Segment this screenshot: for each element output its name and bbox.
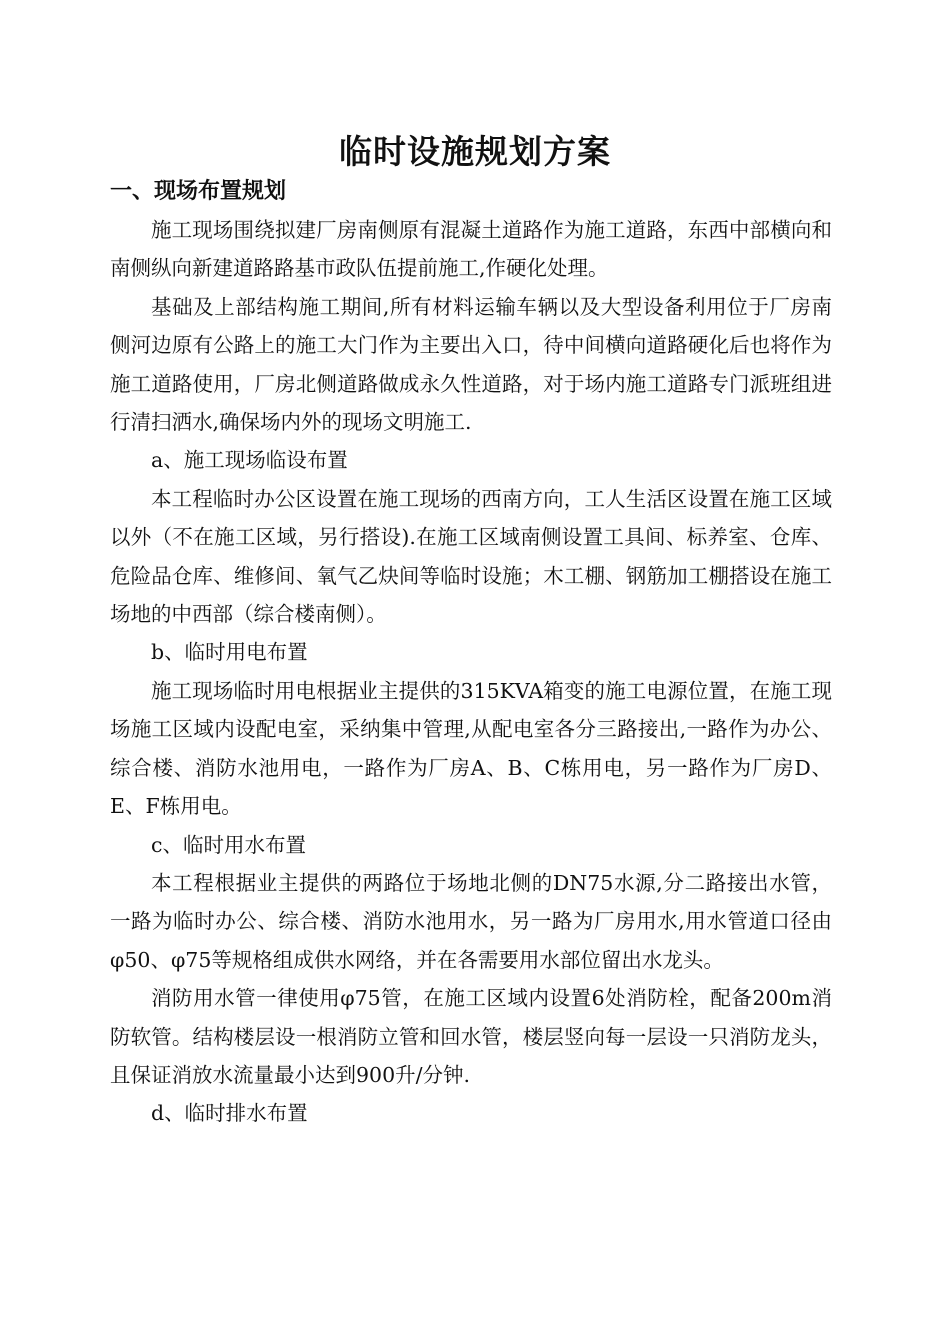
- document-body: [110, 211, 832, 1133]
- subheading-temporary-drainage: d、临时排水布置: [151, 1101, 308, 1126]
- document-title: 临时设施规划方案: [339, 132, 611, 171]
- paragraph-fire-water: 消防用水管一律使用φ75管，在施工区域内设置6处消防栓，配备200m消防软管。结构楼层设一根消防立管和回水管，楼层竖向每一层设一只消防龙头，且保证消放水流量最小达到900升/分钟.: [110, 986, 832, 1087]
- subheading-temporary-power: b、临时用电布置: [151, 640, 308, 665]
- subheading-temporary-facilities: a、施工现场临设布置: [151, 448, 348, 473]
- paragraph-site-entrance: 基础及上部结构施工期间,所有材料运输车辆以及大型设备利用位于厂房南侧河边原有公路上的施工大门作为主要出入口，待中间横向道路硬化后也将作为施工道路使用，厂房北侧道路做成永久性道路，对于场内施工道路专门派班组进行清扫洒水,确保场内外的现场文明施工.: [110, 294, 832, 435]
- paragraph-temporary-facilities: 本工程临时办公区设置在施工现场的西南方向，工人生活区设置在施工区域以外（不在施工区域，另行搭设).在施工区域南侧设置工具间、标养室、仓库、危险品仓库、维修间、氧气乙炔间等临时设施；木工棚、钢筋加工棚搭设在施工场地的中西部（综合楼南侧）。: [110, 486, 832, 627]
- section-heading: 一、现场布置规划: [110, 179, 287, 204]
- subheading-temporary-water: c、临时用水布置: [151, 832, 306, 857]
- paragraph-construction-roads: 施工现场围绕拟建厂房南侧原有混凝土道路作为施工道路，东西中部横向和南侧纵向新建道路路基市政队伍提前施工,作硬化处理。: [110, 218, 832, 281]
- paragraph-temporary-water: 本工程根据业主提供的两路位于场地北侧的DN75水源,分二路接出水管，一路为临时办公、综合楼、消防水池用水，另一路为厂房用水,用水管道口径由φ50、φ75等规格组成供水网络，并在各需要用水部位留出水龙头。: [110, 870, 832, 972]
- paragraph-temporary-power: 施工现场临时用电根据业主提供的315KVA箱变的施工电源位置，在施工现场施工区域内设配电室，采纳集中管理,从配电室各分三路接出,一路作为办公、综合楼、消防水池用电，一路作为厂房A、B、C栋用电，另一路作为厂房D、E、F栋用电。: [110, 678, 832, 819]
